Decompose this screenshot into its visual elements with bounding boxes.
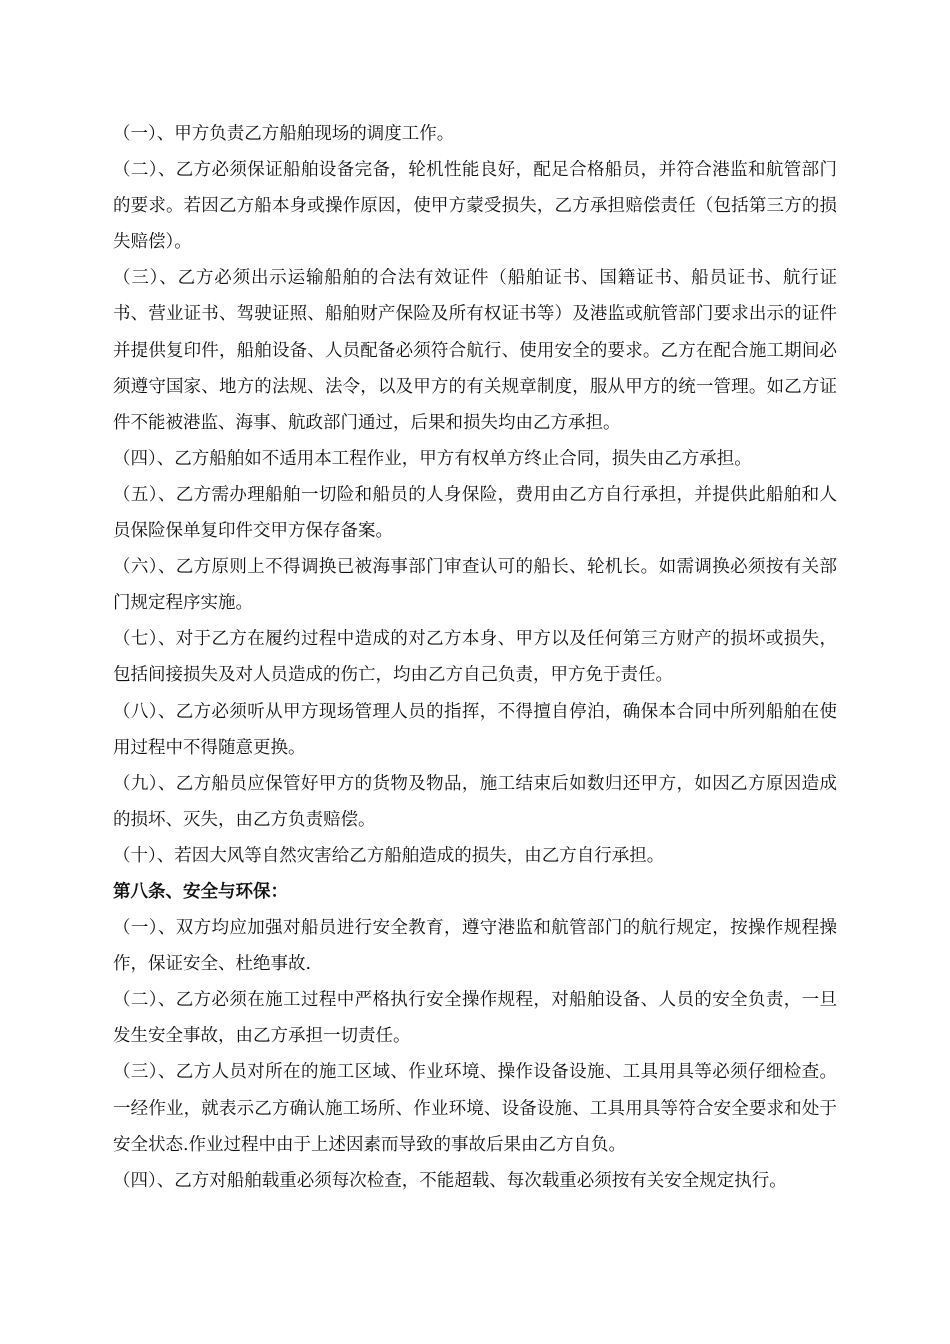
clause-7-5: （五）、乙方需办理船舶一切险和船员的人身保险，费用由乙方自行承担，并提供此船舶和人员保险保单复印件交甲方保存备案。 — [113, 484, 837, 542]
clause-7-9: （九）、乙方船员应保管好甲方的货物及物品，施工结束后如数归还甲方，如因乙方原因造成的损坏、灭失，由乙方负责赔偿。 — [113, 773, 837, 830]
clause-7-4: （四）、乙方船舶如不适用本工程作业，甲方有权单方终止合同，损失由乙方承担。 — [113, 448, 752, 469]
clause-7-1: （一）、甲方负责乙方船舶现场的调度工作。 — [113, 124, 455, 144]
section-8-clauses — [113, 910, 837, 1199]
section-7-clauses — [113, 116, 837, 874]
document-page — [113, 116, 837, 1199]
clause-8-3: （三）、乙方人员对所在的施工区域、作业环境、操作设备设施、工具用具等必须仔细检查。一经作业，就表示乙方确认施工场所、作业环境、设备设施、工具用具等符合安全要求和处于安全状态.作业过程中由于上述因素而导致的事故后果由乙方自负。 — [113, 1062, 837, 1155]
clause-8-1: （一）、双方均应加强对船员进行安全教育，遵守港监和航管部门的航行规定，按操作规程操作，保证安全、杜绝事故. — [113, 918, 837, 975]
clause-7-2: （二）、乙方必须保证船舶设备完备，轮机性能良好，配足合格船员，并符合港监和航管部门的要求。若因乙方船本身或操作原因，使甲方蒙受损失，乙方承担赔偿责任（包括第三方的损失赔偿）。 — [113, 160, 837, 253]
clause-7-3: （三）、乙方必须出示运输船舶的合法有效证件（船舶证书、国籍证书、船员证书、航行证书、营业证书、驾驶证照、船舶财产保险及所有权证书等）及港监或航管部门要求出示的证件并提供复印件，船舶设备、人员配备必须符合航行、使用安全的要求。乙方在配合施工期间必须遵守国家、地方的法规、法令，以及甲方的有关规章制度，服从甲方的统一管理。如乙方证件不能被港监、海事、航政部门通过，后果和损失均由乙方承担。 — [113, 268, 837, 433]
clause-7-7: （七）、对于乙方在履约过程中造成的对乙方本身、甲方以及任何第三方财产的损坏或损失，包括间接损失及对人员造成的伤亡，均由乙方自己负责，甲方免于责任。 — [113, 629, 837, 686]
clause-7-6: （六）、乙方原则上不得调换已被海事部门审查认可的船长、轮机长。如需调换必须按有关部门规定程序实施。 — [113, 557, 837, 614]
clause-7-8: （八）、乙方必须听从甲方现场管理人员的指挥，不得擅自停泊，确保本合同中所列船舶在使用过程中不得随意更换。 — [113, 701, 837, 758]
clause-8-4: （四）、乙方对船舶载重必须每次检查，不能超载、每次载重必须按有关安全规定执行。 — [113, 1170, 787, 1191]
section-8-heading: 第八条、安全与环保： — [113, 881, 288, 902]
clause-8-2: （二）、乙方必须在施工过程中严格执行安全操作规程，对船舶设备、人员的安全负责，一旦发生安全事故，由乙方承担一切责任。 — [113, 990, 837, 1047]
clause-7-10: （十）、若因大风等自然灾害给乙方船舶造成的损失，由乙方自行承担。 — [113, 845, 665, 866]
